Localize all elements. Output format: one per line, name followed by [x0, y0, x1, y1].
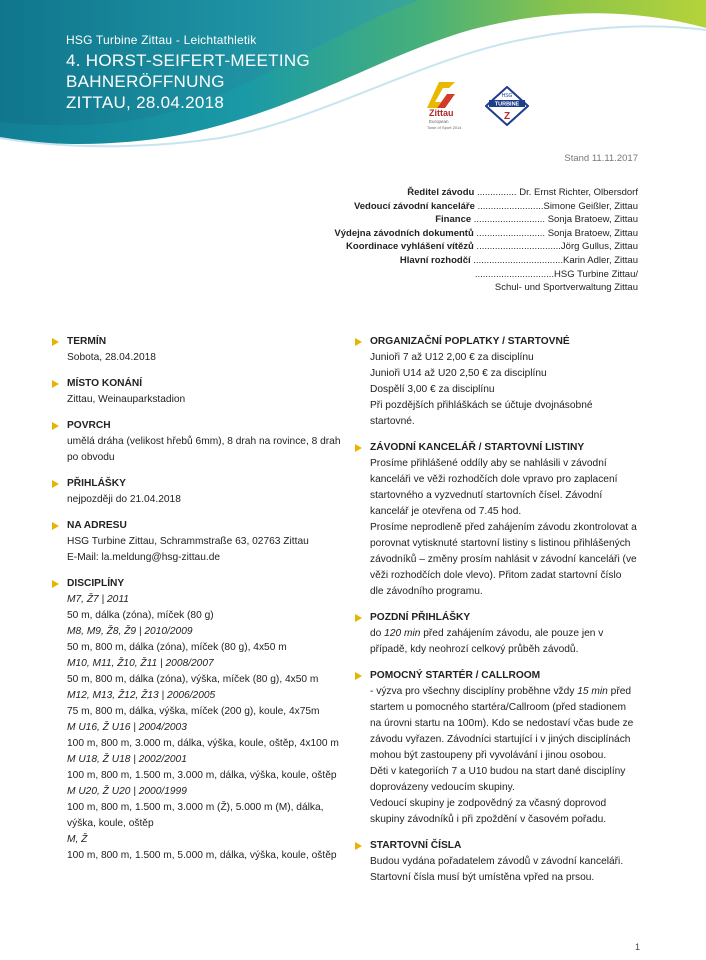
section-heading	[52, 476, 344, 492]
bullet-arrow-icon	[355, 842, 362, 850]
section-title: ZÁVODNÍ KANCELÁŘ / STARTOVNÍ LISTINY	[370, 442, 585, 453]
section-body	[52, 434, 344, 466]
section-title: MÍSTO KONÁNÍ	[67, 378, 143, 389]
category-label: M U20, Ž U20 | 2000/1999	[67, 786, 187, 797]
section	[52, 576, 344, 864]
bullet-arrow-icon	[52, 338, 59, 346]
section	[52, 376, 344, 408]
body-text: 100 m, 800 m, 1.500 m, 5.000 m, dálka, výška, koule, oštěp	[67, 850, 337, 861]
section	[355, 610, 637, 658]
section-heading	[52, 418, 344, 434]
body-text: umělá dráha (velikost hřebů 6mm), 8 drah na rovince, 8 drah po obvodu	[67, 436, 341, 463]
bullet-arrow-icon	[355, 338, 362, 346]
staff-role: Vedoucí závodní kanceláře	[353, 200, 475, 212]
section-heading	[52, 518, 344, 534]
staff-name: Sonja Bratoew, Zittau	[547, 214, 638, 226]
category-label: M U18, Ž U18 | 2002/2001	[67, 754, 187, 765]
right-column	[355, 334, 637, 896]
body-text	[370, 626, 637, 658]
body-text: Prosíme neprodleně před zahájením závodu zkontrolovat a porovnat vytisknuté startovní listiny s listinou přihlášených závodníků – změny prosím nahlásit v závodní kanceláři (ve věži rozhodčích dole vlevo). Přitom zadat startovní číslo dle závodního programu.	[370, 522, 637, 597]
bullet-arrow-icon	[355, 614, 362, 622]
body-text: E-Mail: la.meldung@hsg-zittau.de	[67, 552, 221, 563]
section-heading	[52, 576, 344, 592]
category-label: M7, Ž7 | 2011	[67, 594, 129, 605]
section-body	[355, 854, 637, 886]
body-text: 75 m, 800 m, dálka, výška, míček (200 g), koule, 4x75m	[67, 706, 320, 717]
body-text: Junioři 7 až U12 2,00 € za disciplínu	[370, 352, 534, 363]
section-title: POVRCH	[67, 420, 111, 431]
section-body	[355, 684, 637, 828]
zittau-logo-line1: European	[429, 119, 449, 124]
staff-leader-dots: ................................	[473, 241, 561, 253]
section	[52, 518, 344, 566]
section-body	[52, 592, 344, 864]
document-version-date: Stand 11.11.2017	[564, 153, 638, 164]
hsg-logo-mid: TURBINE	[494, 101, 520, 108]
body-text-part: - výzva pro všechny disciplíny proběhne vždy	[370, 686, 578, 697]
organizing-staff-list	[334, 186, 638, 295]
page-number: 1	[634, 942, 640, 952]
staff-leader-dots: .........................	[474, 200, 544, 212]
bullet-arrow-icon	[52, 480, 59, 488]
zittau-logo-line2: Town of Sport 2014	[427, 125, 462, 130]
staff-role: Ředitel závodu	[407, 187, 475, 198]
section	[52, 334, 344, 366]
section	[52, 418, 344, 466]
body-text: Vedoucí skupiny je zodpovědný za včasný doprovod skupiny závodníků i při zpoždění v časovém pořadu.	[370, 798, 607, 825]
body-text: nejpozději do 21.04.2018	[67, 494, 181, 505]
bullet-arrow-icon	[52, 380, 59, 388]
body-text: Junioři U14 až U20 2,50 € za disciplínu	[370, 368, 547, 379]
staff-leader-dots: ..............................	[474, 268, 555, 280]
body-text	[370, 684, 637, 764]
staff-row	[334, 268, 638, 282]
section-body	[52, 534, 344, 566]
section	[355, 838, 637, 886]
section-heading	[355, 668, 637, 684]
staff-role: Finance	[435, 214, 472, 226]
event-header	[66, 33, 310, 113]
section	[355, 668, 637, 828]
staff-leader-dots: ...............	[474, 187, 520, 198]
body-text: 50 m, 800 m, dálka (zóna), výška, míček (80 g), 4x50 m	[67, 674, 319, 685]
section-title: STARTOVNÍ ČÍSLA	[370, 840, 462, 851]
body-text: 50 m, 800 m, dálka (zóna), míček (80 g), 4x50 m	[67, 642, 287, 653]
section-body	[52, 492, 344, 508]
staff-name: Simone Geißler, Zittau	[543, 200, 638, 212]
staff-row	[334, 213, 638, 227]
body-text: Zittau, Weinauparkstadion	[67, 394, 186, 405]
body-text: 100 m, 800 m, 1.500 m, 3.000 m (Ž), 5.000 m (M), dálka, výška, koule, oštěp	[67, 802, 324, 829]
staff-row	[334, 240, 638, 254]
body-text: Budou vydána pořadatelem závodů v závodní kanceláři. Startovní čísla musí být umístěna vpřed na prsou.	[370, 856, 624, 883]
section-title: TERMÍN	[67, 336, 107, 347]
section-heading	[52, 376, 344, 392]
body-text: Sobota, 28.04.2018	[67, 352, 156, 363]
body-text-part: před zahájením závodu, ale pouze jen v případě, kdy neohrozí celkový průběh závodů.	[370, 628, 604, 655]
bullet-arrow-icon	[355, 444, 362, 452]
staff-row	[334, 227, 638, 241]
category-label: M12, M13, Ž12, Ž13 | 2006/2005	[67, 690, 216, 701]
event-subtitle: BAHNERÖFFNUNG	[66, 72, 225, 91]
section-heading	[355, 334, 637, 350]
hsg-turbine-logo	[485, 86, 529, 126]
event-location-date: ZITTAU, 28.04.2018	[66, 93, 225, 112]
category-label: M10, M11, Ž10, Ž11 | 2008/2007	[67, 658, 214, 669]
section-heading	[355, 440, 637, 456]
section-title: ORGANIZAČNÍ POPLATKY / STARTOVNÉ	[370, 336, 570, 347]
bullet-arrow-icon	[52, 422, 59, 430]
section-body	[355, 350, 637, 430]
staff-role: Hlavní rozhodčí	[399, 254, 471, 266]
staff-name: Schul- und Sportverwaltung Zittau	[494, 282, 638, 294]
event-title: 4. HORST-SEIFERT-MEETING	[66, 51, 310, 70]
hsg-logo-top: HSG	[501, 93, 513, 99]
section	[52, 476, 344, 508]
bullet-arrow-icon	[52, 580, 59, 588]
body-text-part: do	[370, 628, 385, 639]
staff-row	[334, 200, 638, 214]
section-body	[355, 456, 637, 600]
hsg-logo-letter: Z	[503, 111, 511, 122]
category-label: M, Ž	[67, 834, 88, 845]
staff-leader-dots: ..................................	[470, 254, 564, 266]
emphasis-text: 120 min	[384, 628, 421, 639]
section-body	[355, 626, 637, 658]
section-title: POMOCNÝ STARTÉR / CALLROOM	[370, 670, 541, 681]
staff-row	[334, 186, 638, 200]
staff-name: Karin Adler, Zittau	[563, 254, 638, 266]
zittau-logo-name: Zittau	[429, 108, 454, 118]
section	[355, 440, 637, 600]
bullet-arrow-icon	[52, 522, 59, 530]
body-text: Dospělí 3,00 € za disciplínu	[370, 384, 495, 395]
emphasis-text: 15 min	[577, 686, 608, 697]
body-text: Při pozdějších přihláškách se účtuje dvojnásobné startovné.	[370, 400, 593, 427]
staff-name: Sonja Bratoew, Zittau	[547, 227, 638, 239]
staff-role: Výdejna závodních dokumentů	[334, 227, 474, 239]
staff-name: Jörg Gullus, Zittau	[560, 241, 638, 253]
left-column	[52, 334, 344, 874]
organizer-name: HSG Turbine Zittau - Leichtathletik	[66, 33, 257, 47]
staff-row	[334, 254, 638, 268]
staff-leader-dots: ...........................	[471, 214, 548, 226]
staff-name: Dr. Ernst Richter, Olbersdorf	[519, 187, 638, 198]
section-title: NA ADRESU	[67, 520, 127, 531]
staff-leader-dots: ..........................	[473, 227, 548, 239]
section-title: PŘIHLÁŠKY	[67, 478, 126, 489]
staff-role: Koordinace vyhlášení vítězů	[346, 241, 474, 253]
zittau-logo	[425, 80, 467, 132]
category-label: M8, M9, Ž8, Ž9 | 2010/2009	[67, 626, 193, 637]
bullet-arrow-icon	[355, 672, 362, 680]
body-text: Děti v kategoriích 7 a U10 budou na start dané disciplíny doprovázeny vedoucím skupiny.	[370, 766, 626, 793]
section-title: DISCIPLÍNY	[67, 578, 125, 589]
category-label: M U16, Ž U16 | 2004/2003	[67, 722, 187, 733]
body-text: 100 m, 800 m, 1.500 m, 3.000 m, dálka, výška, koule, oštěp	[67, 770, 337, 781]
staff-name: HSG Turbine Zittau/	[554, 268, 638, 280]
section-heading	[355, 838, 637, 854]
body-text: 50 m, dálka (zóna), míček (80 g)	[67, 610, 214, 621]
staff-row	[334, 281, 638, 295]
section-body	[52, 350, 344, 366]
body-text: HSG Turbine Zittau, Schrammstraße 63, 02763 Zittau	[67, 536, 309, 547]
section-body	[52, 392, 344, 408]
section-heading	[355, 610, 637, 626]
section-heading	[52, 334, 344, 350]
body-text-part: před startem u pomocného startéra/Callroom (před stadionem na úrovni startu na 100m). Kdo se nedostaví včas bude ze závodu vyřazen. Závodníci startující i v jiných disciplínách mohou být zastoupeny při vyvolávání i jinou osobou.	[370, 686, 634, 761]
section	[355, 334, 637, 430]
body-text: Prosíme přihlášené oddíly aby se nahlásili v závodní kanceláři ve věži rozhodčích dole vpravo pro zaplacení startovného a vyzvednutí startovních čísel. Závodní kancelář je otevřena od 7.45 hod.	[370, 458, 618, 517]
section-title: POZDNÍ PŘIHLÁŠKY	[370, 612, 471, 623]
body-text: 100 m, 800 m, 3.000 m, dálka, výška, koule, oštěp, 4x100 m	[67, 738, 339, 749]
